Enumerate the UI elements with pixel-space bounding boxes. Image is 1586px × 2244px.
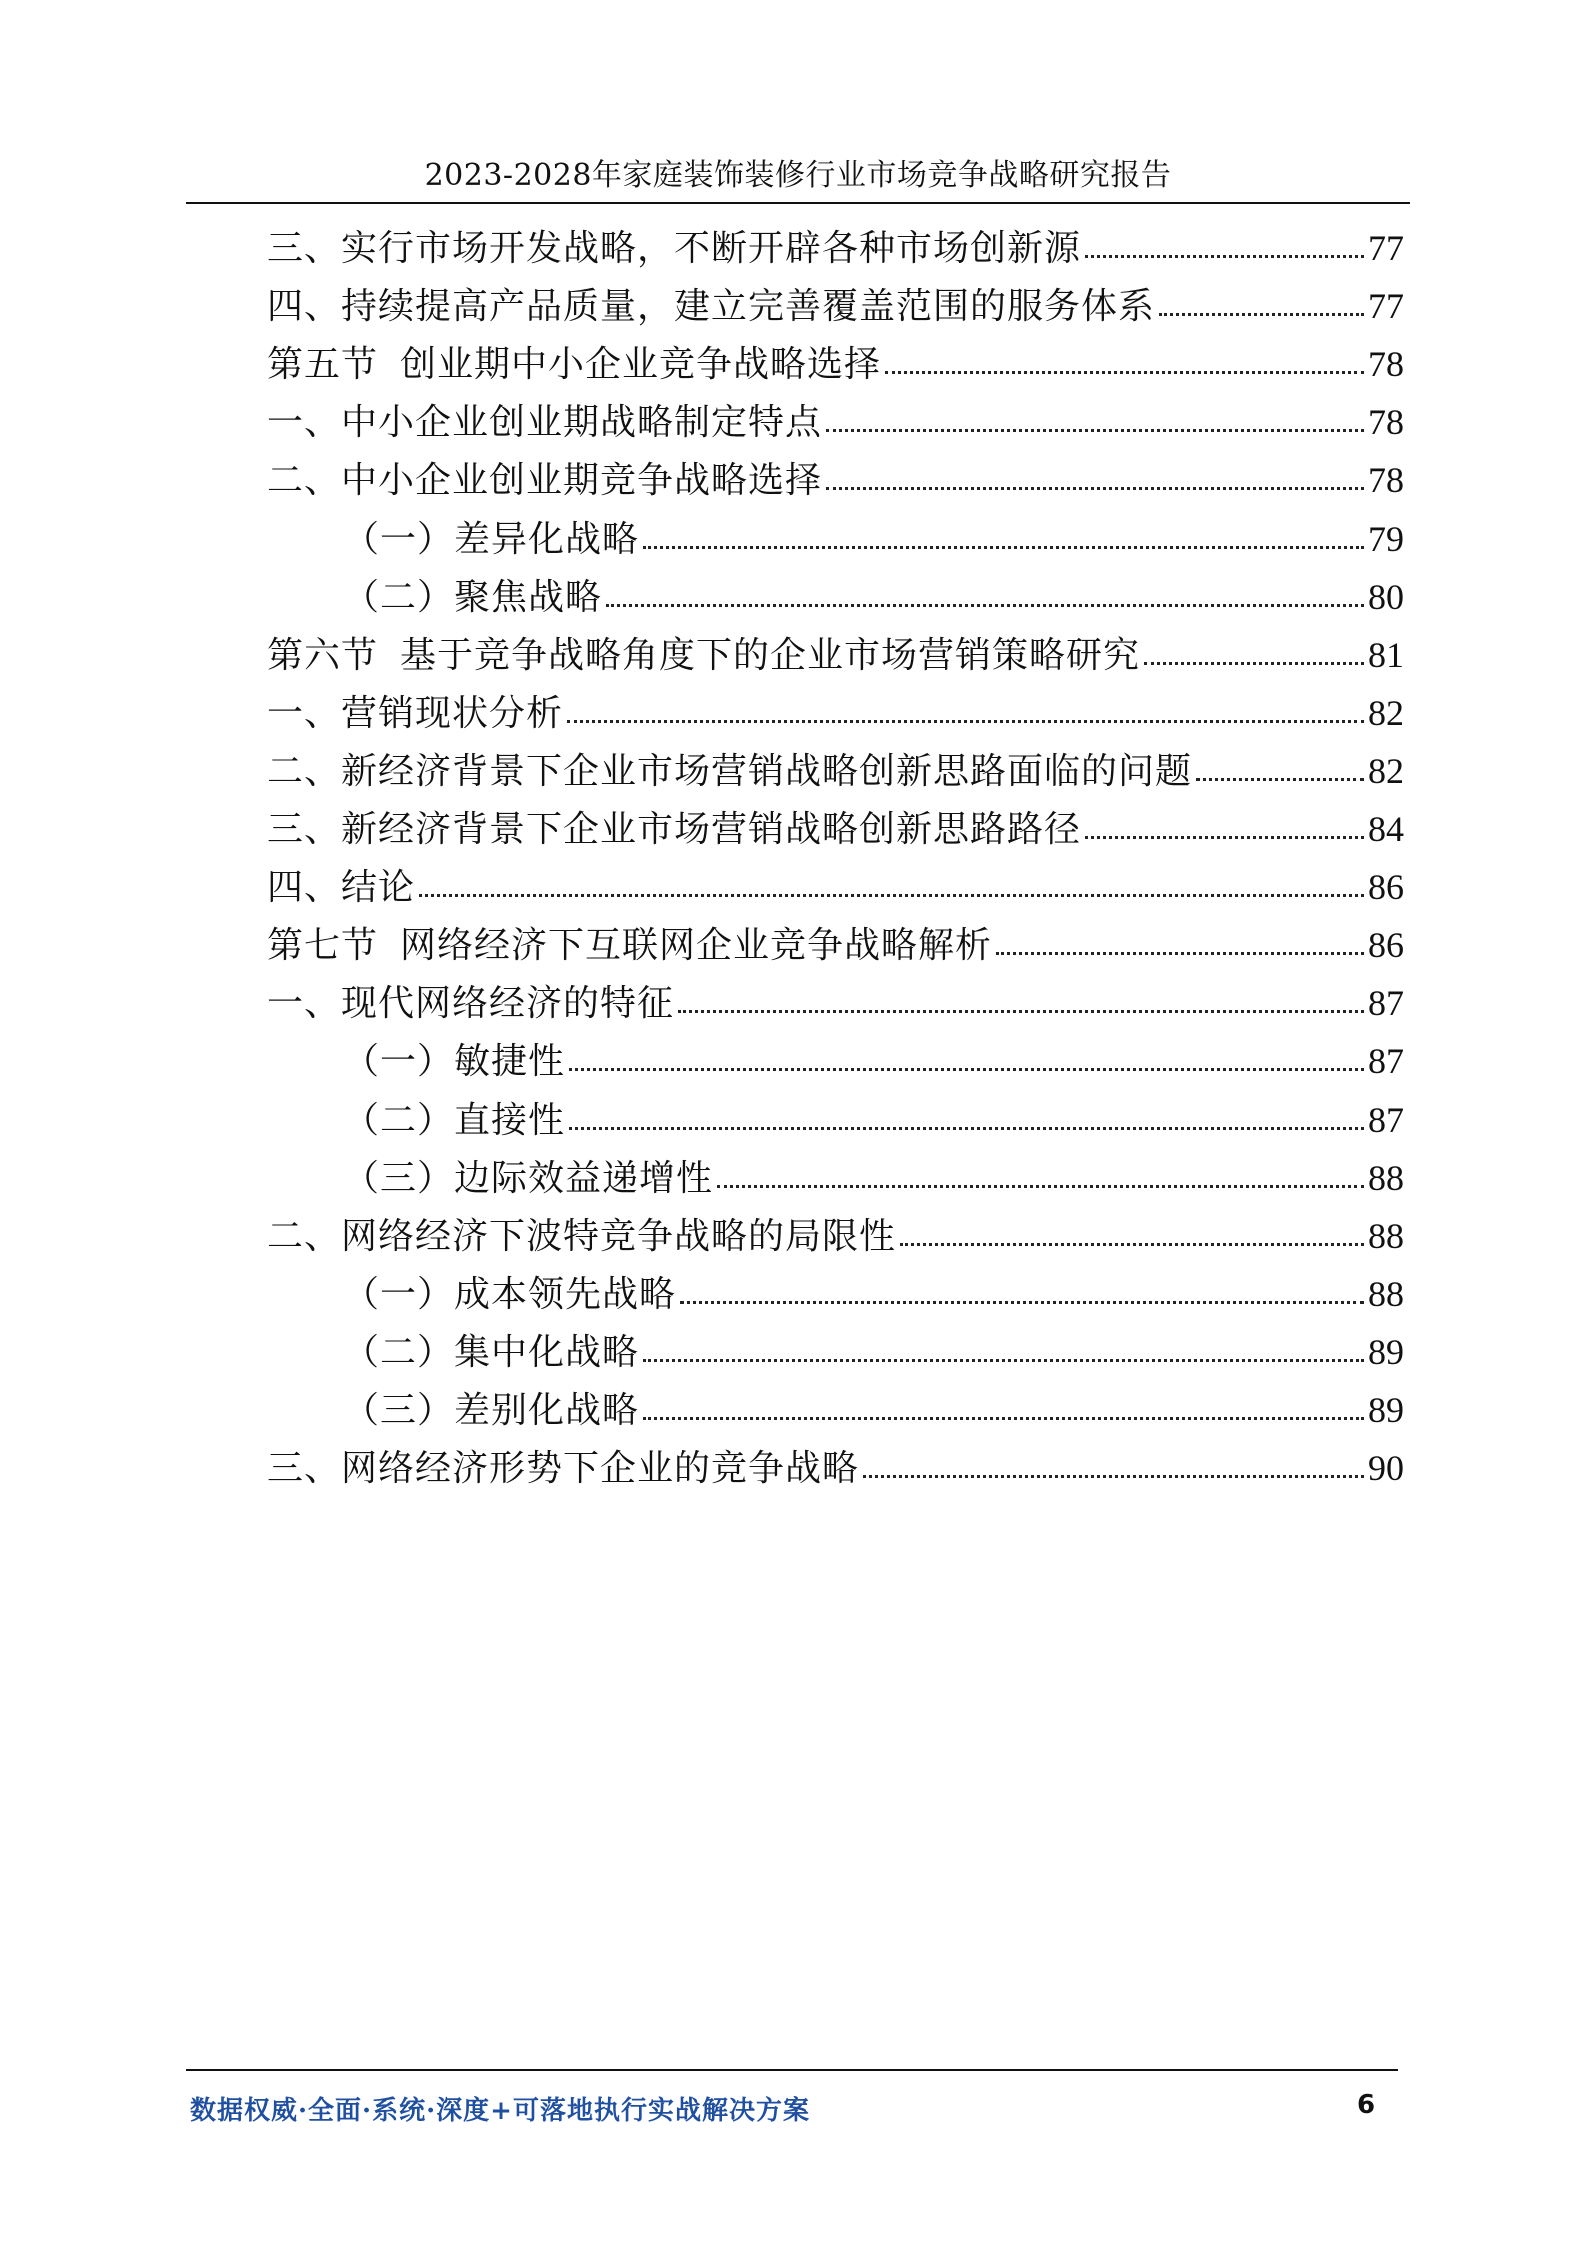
toc-page-number: 81 xyxy=(1368,634,1404,675)
toc-entry-label: （一）成本领先战略 xyxy=(343,1273,677,1315)
toc-page-number: 90 xyxy=(1368,1448,1404,1489)
dot-leader xyxy=(680,1301,1364,1304)
toc-entry-label: （二）直接性 xyxy=(343,1099,566,1141)
toc-page-number: 86 xyxy=(1368,925,1404,966)
toc-page-number: 86 xyxy=(1368,867,1404,908)
toc-entry[interactable] xyxy=(343,1324,1404,1384)
toc-entry-title xyxy=(343,1150,713,1201)
dot-leader xyxy=(606,604,1364,607)
toc-entry[interactable] xyxy=(267,278,1404,338)
toc-page-number: 79 xyxy=(1368,518,1404,559)
toc-entry-label: 一、营销现状分析 xyxy=(267,692,564,734)
toc-entry-title xyxy=(343,1324,639,1375)
toc-entry-title xyxy=(343,1266,676,1317)
dot-leader xyxy=(569,1127,1364,1130)
toc-entry-label: 网络经济下互联网企业竞争战略解析 xyxy=(400,925,993,967)
toc-entry[interactable] xyxy=(267,220,1404,280)
dot-leader xyxy=(885,371,1364,374)
toc-entry-label: （二）聚焦战略 xyxy=(343,576,603,618)
toc-entry[interactable] xyxy=(343,1092,1404,1152)
toc-entry-label: 一、现代网络经济的特征 xyxy=(267,983,675,1025)
toc-entry[interactable] xyxy=(267,859,1404,919)
toc-entry[interactable] xyxy=(343,569,1404,629)
toc-entry-label: 一、中小企业创业期战略制定特点 xyxy=(267,402,823,444)
toc-entry[interactable] xyxy=(267,975,1404,1035)
toc-page-number: 82 xyxy=(1368,692,1404,733)
dot-leader xyxy=(863,1475,1364,1478)
toc-page-number: 84 xyxy=(1368,809,1404,849)
report-title: 2023-2028年家庭装饰装修行业市场竞争战略研究报告 xyxy=(424,158,1172,193)
toc-entry-label: 三、网络经济形势下企业的竞争战略 xyxy=(267,1448,860,1490)
toc-entry[interactable] xyxy=(343,1382,1404,1442)
dot-leader xyxy=(643,546,1364,549)
toc-entry-title xyxy=(343,569,602,620)
toc-page-number: 77 xyxy=(1368,228,1404,268)
dot-leader xyxy=(567,720,1364,723)
toc-entry-title xyxy=(343,1033,565,1084)
dot-leader xyxy=(643,1417,1364,1420)
toc-page-number: 87 xyxy=(1368,983,1404,1024)
toc-entry-title xyxy=(267,452,822,503)
toc-entry-label: 二、新经济背景下企业市场营销战略创新思路面临的问题 xyxy=(267,750,1193,792)
toc-page-number: 78 xyxy=(1368,402,1404,443)
toc-entry[interactable] xyxy=(267,452,1404,512)
toc-entry-label: （三）差别化战略 xyxy=(343,1390,640,1431)
page-number: 6 xyxy=(1356,2090,1376,2120)
toc-page-number: 77 xyxy=(1368,286,1404,327)
toc-entry-label: 四、持续提高产品质量，建立完善覆盖范围的服务体系 xyxy=(267,286,1156,328)
toc-page-number: 88 xyxy=(1368,1157,1404,1198)
dot-leader xyxy=(996,952,1364,955)
toc-entry-label: （二）集中化战略 xyxy=(343,1331,640,1373)
dot-leader xyxy=(1085,836,1364,839)
dot-leader xyxy=(569,1068,1364,1071)
toc-entry[interactable] xyxy=(343,1266,1404,1326)
toc-entry-title xyxy=(343,1382,639,1433)
toc-entry-title xyxy=(267,743,1192,794)
toc-entry[interactable] xyxy=(343,1033,1404,1093)
toc-entry-title xyxy=(267,278,1155,329)
toc-entry-title xyxy=(343,1092,565,1143)
toc-entry-title xyxy=(267,801,1081,852)
toc-page-number: 78 xyxy=(1368,344,1404,385)
toc-page-number: 87 xyxy=(1368,1041,1404,1082)
toc-entry-title xyxy=(267,394,822,445)
toc-page-number: 87 xyxy=(1368,1099,1404,1140)
toc-entry[interactable] xyxy=(343,511,1404,571)
toc-section-entry[interactable] xyxy=(267,627,1404,687)
toc-section-number: 第七节 xyxy=(267,925,379,967)
dot-leader xyxy=(419,894,1364,897)
toc-entry[interactable] xyxy=(343,1150,1404,1210)
toc-entry-title xyxy=(267,859,415,910)
toc-entry-title xyxy=(267,685,563,736)
dot-leader xyxy=(900,1243,1364,1246)
toc-page-number: 78 xyxy=(1368,460,1404,501)
dot-leader xyxy=(678,1010,1364,1013)
toc-entry[interactable] xyxy=(267,394,1404,454)
toc-page-number: 88 xyxy=(1368,1273,1404,1314)
toc-page-number: 88 xyxy=(1368,1215,1404,1256)
dot-leader xyxy=(1159,313,1364,316)
toc-section-number: 第五节 xyxy=(267,344,379,386)
dot-leader xyxy=(717,1185,1364,1188)
dot-leader xyxy=(826,429,1364,432)
toc-section-entry[interactable] xyxy=(267,336,1404,396)
toc-entry-title xyxy=(267,336,881,387)
toc-entry-title xyxy=(267,1440,859,1491)
toc-entry-title xyxy=(267,1208,896,1259)
footer-divider xyxy=(186,2069,1398,2071)
toc-entry-label: 二、中小企业创业期竞争战略选择 xyxy=(267,460,823,502)
toc-entry-label: 三、实行市场开发战略，不断开辟各种市场创新源 xyxy=(267,228,1082,269)
toc-entry[interactable] xyxy=(267,801,1404,861)
header-divider xyxy=(186,202,1410,204)
toc-entry-label: 二、网络经济下波特竞争战略的局限性 xyxy=(267,1215,897,1257)
toc-entry-label: （一）差异化战略 xyxy=(343,518,640,560)
toc-entry-label: （三）边际效益递增性 xyxy=(343,1157,714,1199)
toc-entry-title xyxy=(267,917,992,968)
dot-leader xyxy=(1085,255,1364,258)
toc-entry-label: 三、新经济背景下企业市场营销战略创新思路路径 xyxy=(267,809,1082,850)
dot-leader xyxy=(643,1359,1364,1362)
toc-entry-label: 基于竞争战略角度下的企业市场营销策略研究 xyxy=(400,634,1141,676)
toc-entry-title xyxy=(343,511,639,562)
toc-section-entry[interactable] xyxy=(267,917,1404,977)
toc-page-number: 89 xyxy=(1368,1390,1404,1430)
toc-entry-title xyxy=(267,220,1081,271)
dot-leader xyxy=(1144,662,1364,665)
toc-entry-label: 四、结论 xyxy=(267,867,416,909)
toc-entry-label: （一）敏捷性 xyxy=(343,1041,566,1083)
toc-page-number: 82 xyxy=(1368,750,1404,791)
footer-slogan: 数据权威·全面·系统·深度+可落地执行实战解决方案 xyxy=(190,2096,810,2126)
toc-entry[interactable] xyxy=(267,743,1404,803)
dot-leader xyxy=(1196,778,1364,781)
toc-page-number: 89 xyxy=(1368,1331,1404,1372)
dot-leader xyxy=(826,487,1364,490)
toc-entry[interactable] xyxy=(267,1208,1404,1268)
toc-entry-title xyxy=(267,975,674,1026)
toc-page-number: 80 xyxy=(1368,576,1404,617)
toc-section-number: 第六节 xyxy=(267,634,379,676)
toc-entry-title xyxy=(267,627,1140,678)
toc-entry[interactable] xyxy=(267,685,1404,745)
toc-entry[interactable] xyxy=(267,1440,1404,1500)
toc-entry-label: 创业期中小企业竞争战略选择 xyxy=(400,344,882,386)
